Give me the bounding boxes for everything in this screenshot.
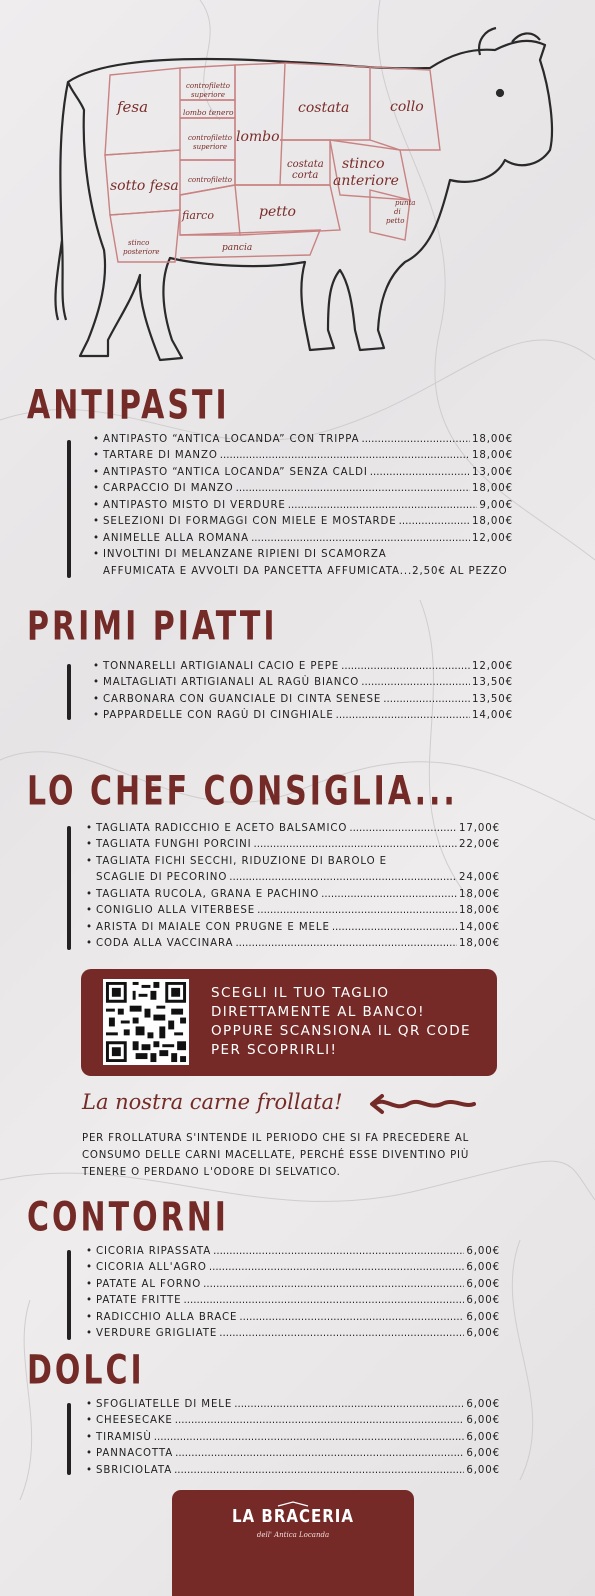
dot-leader bbox=[175, 1415, 465, 1426]
bullet-icon: • bbox=[86, 822, 93, 834]
cow-tail bbox=[55, 82, 68, 320]
menu-item-price: 9,00€ bbox=[479, 499, 513, 511]
menu-item-price: 6,00€ bbox=[466, 1311, 500, 1323]
menu-item bbox=[86, 1290, 500, 1307]
dot-leader bbox=[251, 533, 470, 544]
menu-item-name: SELEZIONI DI FORMAGGI CON MIELE E MOSTARDE bbox=[103, 516, 397, 527]
menu-item bbox=[86, 883, 500, 900]
qr-banner bbox=[81, 969, 497, 1076]
cut-label-stinco-anteriore: stinco bbox=[342, 156, 385, 172]
menu-item-price: 6,00€ bbox=[466, 1415, 500, 1426]
section-title-antipasti: ANTIPASTI bbox=[27, 382, 230, 430]
menu-item-price: 6,00€ bbox=[466, 1245, 500, 1257]
dot-leader bbox=[154, 1432, 465, 1443]
cut-label-petto: petto bbox=[259, 204, 296, 220]
menu-item-name: TAGLIATA FICHI SECCHI, RIDUZIONE DI BAROLO E bbox=[96, 855, 388, 867]
menu-item-name: CICORIA ALL'AGRO bbox=[96, 1262, 207, 1273]
menu-item-name: RADICCHIO ALLA BRACE bbox=[96, 1311, 238, 1323]
dot-leader bbox=[236, 483, 470, 494]
cut-label-sotto-fesa: sotto fesa bbox=[110, 178, 179, 194]
dot-leader bbox=[184, 1295, 465, 1306]
menu-item-name: ARISTA DI MAIALE CON PRUGNE E MELE bbox=[96, 921, 330, 933]
menu-item-price: 13,50€ bbox=[471, 693, 513, 705]
cow-meat-cuts-diagram bbox=[0, 0, 595, 370]
menu-item-name: CHEESECAKE bbox=[96, 1415, 173, 1426]
menu-item-name: TAGLIATA RUCOLA, GRANA E PACHINO bbox=[96, 888, 320, 900]
logo bbox=[172, 1490, 414, 1596]
cut-label-stinco-anteriore-2: anteriore bbox=[333, 173, 399, 189]
menu-item-price: 18,00€ bbox=[458, 888, 500, 900]
bullet-icon: • bbox=[86, 839, 93, 850]
dot-leader bbox=[234, 1399, 464, 1410]
bullet-icon: • bbox=[86, 938, 93, 949]
bullet-icon: • bbox=[86, 1245, 93, 1257]
dot-leader bbox=[220, 450, 470, 461]
bullet-icon: • bbox=[93, 677, 100, 688]
section-bar bbox=[67, 1403, 71, 1475]
bullet-icon: • bbox=[93, 516, 100, 527]
menu-item-price: 12,00€ bbox=[471, 660, 513, 672]
dot-leader bbox=[175, 1448, 464, 1459]
cut-label-controfiletto-superiore-2: superiore bbox=[191, 91, 226, 99]
dot-leader bbox=[370, 467, 470, 478]
bullet-icon: • bbox=[86, 905, 93, 916]
bullet-icon: • bbox=[93, 660, 100, 672]
bullet-icon: • bbox=[86, 1311, 93, 1323]
cut-label-pancia: pancia bbox=[222, 243, 253, 253]
menu-item bbox=[86, 916, 500, 933]
menu-item-name: VERDURE GRIGLIATE bbox=[96, 1328, 218, 1339]
dot-leader bbox=[399, 516, 470, 527]
menu-item bbox=[86, 933, 500, 950]
menu-item-price: 6,00€ bbox=[466, 1448, 500, 1459]
logo-subtitle: dell' Antica Locanda bbox=[256, 1531, 330, 1539]
menu-item-name: SBRICIOLATA bbox=[96, 1464, 173, 1476]
bullet-icon: • bbox=[86, 1398, 93, 1410]
bullet-icon: • bbox=[93, 433, 100, 445]
menu-item-price: 17,00€ bbox=[458, 822, 500, 834]
cut-label-costata-corta: costata bbox=[287, 159, 324, 170]
menu-item-price: 6,00€ bbox=[466, 1398, 500, 1410]
involtini-line-1: INVOLTINI DI MELANZANE RIPIENI DI SCAMORZA bbox=[103, 549, 387, 560]
dot-leader bbox=[229, 872, 457, 883]
cut-label-punta-di-petto: punta bbox=[395, 199, 416, 207]
menu-item bbox=[86, 1393, 500, 1410]
menu-item bbox=[86, 1410, 500, 1427]
menu-item-price: 18,00€ bbox=[471, 516, 513, 527]
bullet-icon: • bbox=[93, 450, 100, 461]
section-title-primi: PRIMI PIATTI bbox=[27, 603, 278, 651]
menu-item-name: CARPACCIO DI MANZO bbox=[103, 483, 234, 494]
menu-item bbox=[86, 1257, 500, 1274]
qr-code[interactable] bbox=[103, 979, 189, 1065]
section-title-contorni: CONTORNI bbox=[27, 1194, 229, 1242]
dot-leader bbox=[209, 1262, 464, 1273]
menu-item-name: CODA ALLA VACCINARA bbox=[96, 938, 234, 949]
menu-item-price: 13,00€ bbox=[471, 466, 513, 478]
cut-label-controfiletto-superiore-b: controfiletto bbox=[188, 134, 232, 142]
menu-item-price: 6,00€ bbox=[466, 1262, 500, 1273]
menu-item bbox=[86, 1443, 500, 1460]
menu-item-name: TARTARE DI MANZO bbox=[103, 450, 218, 461]
menu-item bbox=[93, 494, 513, 511]
cut-label-controfiletto-superiore: controfiletto bbox=[186, 82, 230, 90]
dot-leader bbox=[383, 694, 470, 705]
menu-item bbox=[93, 672, 513, 689]
flame-icon bbox=[274, 1500, 312, 1508]
cut-label-controfiletto: controfiletto bbox=[188, 176, 232, 184]
qr-banner-text: SCEGLI IL TUO TAGLIO DIRETTAMENTE AL BANCO! OPPURE SCANSIONA IL QR CODE PER SCOPRIRLI! bbox=[211, 985, 471, 1058]
bullet-icon: • bbox=[86, 1295, 93, 1306]
dot-leader bbox=[239, 1312, 464, 1323]
bullet-icon: • bbox=[86, 1262, 93, 1273]
logo-name: LA BRACERIA bbox=[232, 1505, 354, 1527]
menu-item bbox=[86, 1273, 500, 1290]
menu-item-name: ANTIPASTO MISTO DI VERDURE bbox=[103, 499, 286, 511]
bullet-icon: • bbox=[86, 1448, 93, 1459]
dot-leader bbox=[174, 1465, 464, 1476]
dot-leader bbox=[203, 1279, 464, 1290]
menu-item bbox=[93, 478, 513, 495]
dot-leader bbox=[219, 1328, 464, 1339]
menu-item-name: MALTAGLIATI ARTIGIANALI AL RAGÙ BIANCO bbox=[103, 677, 360, 688]
menu-item-name: SFOGLIATELLE DI MELE bbox=[96, 1398, 233, 1410]
frollata-title: La nostra carne frollata! bbox=[82, 1090, 343, 1114]
bullet-icon: • bbox=[86, 1278, 93, 1290]
cut-label-lombo-tenero: lombo tenero bbox=[183, 108, 234, 117]
dot-leader bbox=[341, 661, 470, 672]
dot-leader bbox=[288, 500, 478, 511]
menu-item-price: 13,50€ bbox=[471, 677, 513, 688]
cut-label-fiarco: fiarco bbox=[182, 209, 214, 222]
menu-item-price: 12,00€ bbox=[471, 532, 513, 544]
menu-item bbox=[93, 655, 513, 672]
menu-item bbox=[86, 1459, 500, 1476]
dot-leader bbox=[235, 938, 457, 949]
menu-item bbox=[93, 428, 513, 445]
menu-item-price: 6,00€ bbox=[466, 1328, 500, 1339]
cut-label-punta-di-petto-3: petto bbox=[386, 217, 405, 225]
menu-item bbox=[86, 1306, 500, 1323]
menu-item bbox=[93, 705, 513, 722]
menu-item-name: ANTIPASTO “ANTICA LOCANDA” SENZA CALDI bbox=[103, 466, 368, 478]
section-bar bbox=[67, 826, 71, 950]
menu-item bbox=[93, 688, 513, 705]
menu-item bbox=[86, 867, 500, 884]
menu-item-name: PAPPARDELLE CON RAGÙ DI CINGHIALE bbox=[103, 710, 334, 721]
menu-item bbox=[86, 850, 500, 867]
menu-item bbox=[93, 527, 513, 544]
menu-item-price: 18,00€ bbox=[471, 433, 513, 445]
bullet-icon: • bbox=[86, 1328, 93, 1339]
menu-item-price: 14,00€ bbox=[471, 710, 513, 721]
antipasti-list bbox=[93, 428, 513, 544]
bullet-icon: • bbox=[93, 710, 100, 721]
menu-item-price: 6,00€ bbox=[466, 1278, 500, 1290]
menu-item bbox=[86, 1240, 500, 1257]
dot-leader bbox=[361, 434, 470, 445]
menu-item-name: TIRAMISÙ bbox=[96, 1431, 152, 1443]
cut-label-stinco-posteriore: stinco bbox=[128, 239, 150, 247]
menu-item-price: 6,00€ bbox=[466, 1431, 500, 1443]
menu-item-price: 18,00€ bbox=[458, 938, 500, 949]
menu-item-name: CONIGLIO ALLA VITERBESE bbox=[96, 905, 256, 916]
menu-item-name: CARBONARA CON GUANCIALE DI CINTA SENESE bbox=[103, 693, 382, 705]
menu-item-name: PATATE FRITTE bbox=[96, 1295, 182, 1306]
bullet-icon: • bbox=[93, 499, 100, 511]
menu-item-price: 24,00€ bbox=[458, 872, 500, 883]
menu-item-name: PANNACOTTA bbox=[96, 1448, 174, 1459]
cut-label-stinco-posteriore-2: posteriore bbox=[123, 248, 160, 256]
cut-label-costata-corta-2: corta bbox=[292, 170, 319, 181]
menu-item-price: 22,00€ bbox=[458, 839, 500, 850]
bullet-icon: • bbox=[93, 532, 100, 544]
section-bar bbox=[67, 1250, 71, 1340]
menu-item bbox=[86, 900, 500, 917]
menu-item bbox=[93, 445, 513, 462]
cut-label-costata: costata bbox=[298, 100, 350, 116]
dot-leader bbox=[349, 823, 457, 834]
bullet-icon: • bbox=[86, 855, 93, 867]
dot-leader bbox=[213, 1246, 464, 1257]
dot-leader bbox=[257, 905, 457, 916]
cut-label-controfiletto-superiore-b2: superiore bbox=[193, 143, 228, 151]
menu-item bbox=[86, 1426, 500, 1443]
menu-item-name: ANTIPASTO “ANTICA LOCANDA” CON TRIPPA bbox=[103, 433, 360, 445]
cut-label-fesa: fesa bbox=[117, 98, 149, 116]
bullet-icon: • bbox=[86, 1415, 93, 1426]
menu-item-name: TONNARELLI ARTIGIANALI CACIO E PEPE bbox=[103, 660, 340, 672]
menu-item-name: ANIMELLE ALLA ROMANA bbox=[103, 532, 250, 544]
dot-leader bbox=[321, 889, 457, 900]
bullet-icon: • bbox=[86, 1431, 93, 1443]
menu-item bbox=[93, 461, 513, 478]
involtini-line-2: AFFUMICATA E AVVOLTI DA PANCETTA AFFUMICATA...2,50€ AL PEZZO bbox=[103, 565, 508, 577]
dot-leader bbox=[332, 922, 457, 933]
cut-label-punta-di-petto-2: di bbox=[394, 208, 401, 216]
menu-item-name: SCAGLIE DI PECORINO bbox=[96, 872, 228, 883]
section-bar bbox=[67, 440, 71, 578]
bullet-icon: • bbox=[86, 1464, 93, 1476]
dot-leader bbox=[336, 710, 470, 721]
cut-label-lombo: lombo bbox=[236, 129, 280, 145]
dot-leader bbox=[254, 839, 457, 850]
frollata-description: PER FROLLATURA S'INTENDE IL PERIODO CHE SI FA PRECEDERE AL CONSUMO DELLE CARNI MACELLATE, PERCHÉ ESSE DIVENTINO PIÙ TENERE O PERDANO L'ODORE DI SELVATICO. bbox=[82, 1133, 470, 1178]
primi-list bbox=[93, 655, 513, 721]
bullet-icon: • bbox=[93, 466, 100, 478]
section-title-dolci: DOLCI bbox=[27, 1347, 145, 1395]
menu-item bbox=[86, 834, 500, 851]
chef-list bbox=[86, 817, 500, 949]
section-bar bbox=[67, 664, 71, 720]
menu-item bbox=[86, 1323, 500, 1340]
menu-item-price: 6,00€ bbox=[466, 1464, 500, 1476]
menu-item bbox=[86, 817, 500, 834]
menu-item-price: 6,00€ bbox=[466, 1295, 500, 1306]
menu-item-name: TAGLIATA FUNGHI PORCINI bbox=[96, 839, 252, 850]
menu-item-price: 18,00€ bbox=[471, 483, 513, 494]
menu-item-price: 18,00€ bbox=[458, 905, 500, 916]
menu-item-name: TAGLIATA RADICCHIO E ACETO BALSAMICO bbox=[96, 822, 348, 834]
menu-item-name: CICORIA RIPASSATA bbox=[96, 1245, 212, 1257]
bullet-icon: • bbox=[86, 888, 93, 900]
cow-outline bbox=[68, 41, 552, 360]
section-title-chef: LO CHEF CONSIGLIA... bbox=[27, 768, 458, 816]
contorni-list bbox=[86, 1240, 500, 1339]
menu-item-price: 14,00€ bbox=[458, 921, 500, 933]
menu-item-name: PATATE AL FORNO bbox=[96, 1278, 202, 1290]
dot-leader bbox=[361, 677, 470, 688]
dolci-list bbox=[86, 1393, 500, 1476]
cut-label-collo: collo bbox=[390, 99, 424, 115]
menu-item-price: 18,00€ bbox=[471, 450, 513, 461]
bullet-icon: • bbox=[93, 693, 100, 705]
list-item-involtini: • INVOLTINI DI MELANZANE RIPIENI DI SCAMORZA AFFUMICATA E AVVOLTI DA PANCETTA AFFUMICATA...2,50€ AL PEZZO bbox=[93, 547, 553, 580]
menu-item bbox=[93, 511, 513, 528]
squiggle-arrow-icon bbox=[368, 1092, 478, 1118]
bullet-icon: • bbox=[93, 483, 100, 494]
bullet-icon: • bbox=[86, 921, 93, 933]
